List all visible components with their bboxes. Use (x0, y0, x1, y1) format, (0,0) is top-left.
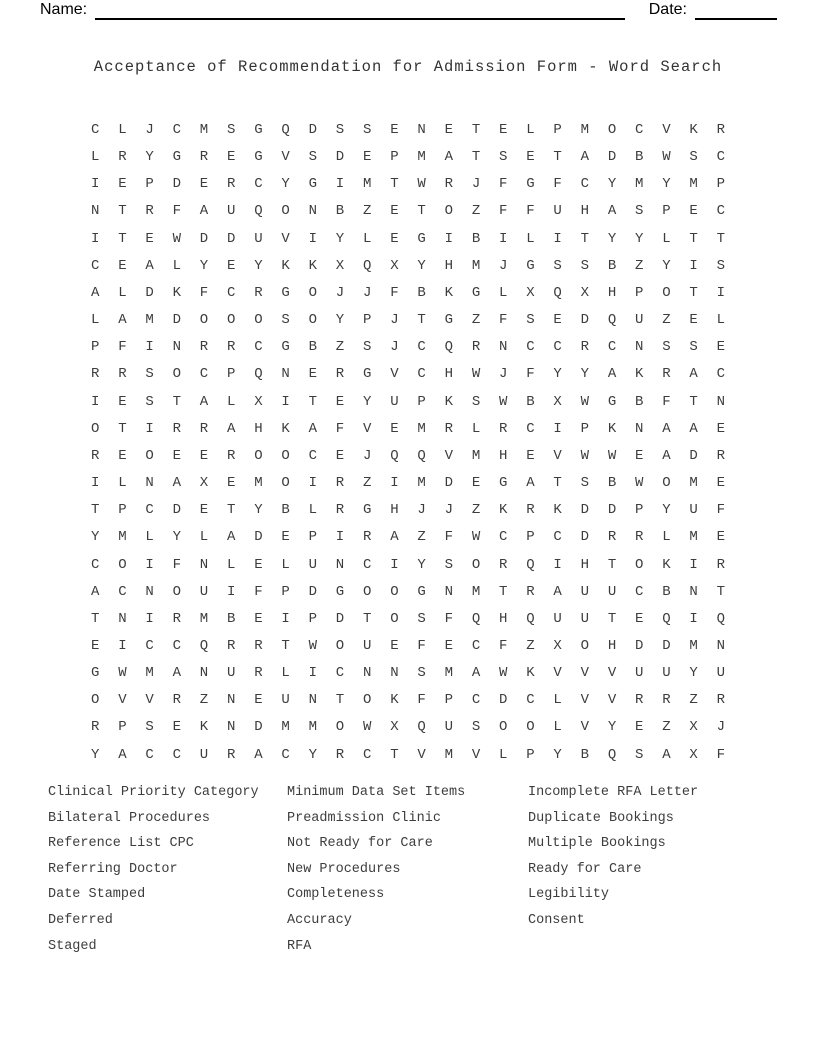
word-item: Not Ready for Care (287, 836, 433, 852)
word-item: Date Stamped (48, 887, 146, 903)
grid-row: YMLYLADEPIRAZFWCPCDRRLME (91, 529, 744, 546)
page-title: Acceptance of Recommendation for Admission Form - Word Search (93, 58, 723, 76)
grid-row: NTRFAUQONBZETOZFFUHASPEC (91, 203, 744, 220)
word-item: RFA (287, 938, 312, 954)
grid-row: OTIRRAHKAFVEMRLRCIPKNAAE (91, 420, 744, 437)
word-search-grid (91, 117, 744, 769)
word-item: Minimum Data Set Items (287, 785, 466, 800)
word-item: Legibility (528, 887, 610, 903)
grid-row: YACCURACYRCTVMVLPYBQSAXF (91, 746, 744, 763)
grid-row: LRYGREGVSDEPMATSETADBWSC (91, 149, 744, 166)
word-item: Completeness (287, 887, 385, 903)
grid-row: LAMDOOOSOYPJTGZFSEDQUZEL (91, 312, 744, 329)
header (40, 0, 777, 20)
grid-row: OVVRZNEUNTOKFPCDCLVVRRZR (91, 692, 744, 709)
grid-row: REOEEROOCEJQQVMHEVWWEADR (91, 447, 744, 464)
date-label: Date: (648, 1, 687, 18)
grid-row: GWMANURLICNNSMAWKVVVUUYU (91, 665, 744, 682)
grid-row: ACNOUIFPDGOOGNMTRAUUCBNT (91, 583, 744, 600)
grid-row: IEPDERCYGIMTWRJFGFCYMYMP (91, 176, 744, 193)
word-item: Bilateral Procedures (48, 810, 211, 826)
grid-row: CLJCMSGQDSSENETELPMOCVKR (91, 122, 744, 138)
word-item: Staged (48, 938, 97, 954)
grid-row: RRSOCPQNERGVCHWJFYYAKRAC (91, 366, 744, 383)
grid-row: ALDKFCRGOJJFBKGLXQXHPOTI (91, 284, 744, 301)
grid-row: ILNAXEMOIRZIMDEGATSBWOME (91, 475, 744, 492)
word-item: Accuracy (287, 912, 352, 928)
grid-row: COIFNLELUNCIYSORQIHTOKIR (91, 556, 744, 573)
grid-row: PFINRRCGBZSJCQRNCCRCNSSE (91, 339, 744, 356)
word-item: Reference List CPC (48, 836, 194, 852)
word-item: Referring Doctor (48, 861, 178, 877)
word-list-column-1 (48, 780, 259, 959)
word-item: Clinical Priority Category (48, 785, 259, 800)
word-item: New Procedures (287, 861, 401, 877)
name-blank-line (95, 3, 625, 20)
word-list-column-3 (528, 780, 698, 934)
word-item: Multiple Bookings (528, 836, 666, 852)
name-label: Name: (40, 1, 88, 18)
word-list-column-2 (287, 780, 465, 959)
grid-row: TPCDETYBLRGHJJZKRKDDPYUF (91, 502, 744, 519)
grid-row: ITEWDDUVIYLEGIBILITYYLTT (91, 230, 744, 247)
date-blank-line (695, 3, 777, 20)
grid-row: IESTALXITEYUPKSWBXWGBFTN (91, 393, 744, 410)
word-item: Preadmission Clinic (287, 810, 441, 826)
grid-row: TNIRMBEIPDTOSFQHQUUTEQIQ (91, 610, 744, 627)
grid-row: CEALYEYKKXQXYHMJGSSBZYIS (91, 257, 744, 274)
word-item: Consent (528, 912, 585, 928)
word-item: Incomplete RFA Letter (528, 785, 699, 800)
word-item: Duplicate Bookings (528, 810, 674, 826)
grid-row: RPSEKNDMMOWXQUSOOLVYEZXJ (91, 719, 744, 736)
grid-row: EICCQRRTWOUEFECFZXOHDDMN (91, 637, 744, 654)
word-item: Ready for Care (528, 861, 642, 877)
word-item: Deferred (48, 912, 113, 928)
